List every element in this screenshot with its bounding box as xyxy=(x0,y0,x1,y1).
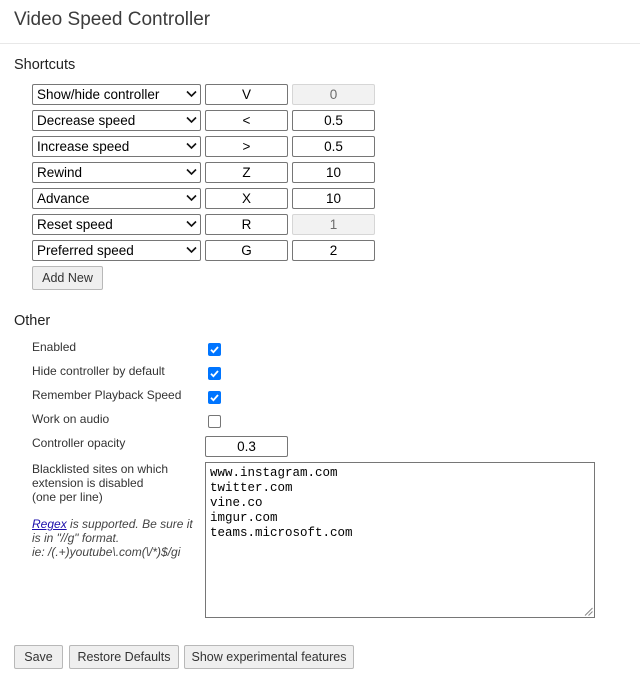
blacklist-site: imgur.com xyxy=(210,511,278,525)
resize-grip-icon[interactable] xyxy=(584,607,593,616)
chevron-down-icon xyxy=(186,220,197,228)
add-new-button[interactable]: Add New xyxy=(32,266,103,290)
shortcut-value-input[interactable]: 0.5 xyxy=(292,136,375,157)
blacklist-label-line: extension is disabled xyxy=(32,476,144,490)
chevron-down-icon xyxy=(186,142,197,150)
chevron-down-icon xyxy=(186,90,197,98)
controller-opacity-label: Controller opacity xyxy=(32,436,126,450)
hide-controller-checkbox[interactable] xyxy=(208,367,221,380)
blacklist-site: www.instagram.com xyxy=(210,466,338,480)
regex-note xyxy=(32,517,197,559)
checkmark-icon xyxy=(209,368,220,379)
controller-opacity-input[interactable]: 0.3 xyxy=(205,436,288,457)
shortcut-action-label: Reset speed xyxy=(37,217,113,232)
other-heading: Other xyxy=(14,313,51,329)
shortcut-action-label: Increase speed xyxy=(37,139,130,154)
shortcut-value-input[interactable]: 2 xyxy=(292,240,375,261)
blacklist-textarea[interactable] xyxy=(205,462,595,618)
title-divider xyxy=(0,43,640,44)
shortcut-value-input[interactable]: 10 xyxy=(292,162,375,183)
shortcut-value-input[interactable]: 0.5 xyxy=(292,110,375,131)
remember-speed-checkbox[interactable] xyxy=(208,391,221,404)
shortcut-action-select[interactable] xyxy=(32,136,201,157)
hide-controller-label: Hide controller by default xyxy=(32,364,165,378)
shortcut-action-select[interactable] xyxy=(32,214,201,235)
shortcut-key-input[interactable]: > xyxy=(205,136,288,157)
shortcut-key-input[interactable]: V xyxy=(205,84,288,105)
checkmark-icon xyxy=(209,344,220,355)
regex-note-example: ie: /(.+)youtube\.com(\/*)$/gi xyxy=(32,545,181,559)
shortcut-key-input[interactable]: X xyxy=(205,188,288,209)
page-title: Video Speed Controller xyxy=(14,9,211,30)
shortcut-action-label: Advance xyxy=(37,191,90,206)
shortcut-action-select[interactable] xyxy=(32,188,201,209)
shortcut-key-input[interactable]: Z xyxy=(205,162,288,183)
shortcut-key-input[interactable]: G xyxy=(205,240,288,261)
remember-speed-label: Remember Playback Speed xyxy=(32,388,182,402)
blacklist-site: twitter.com xyxy=(210,481,293,495)
chevron-down-icon xyxy=(186,194,197,202)
shortcut-action-label: Decrease speed xyxy=(37,113,136,128)
regex-note-text: is in "//g" format. xyxy=(32,531,120,545)
shortcuts-heading: Shortcuts xyxy=(14,57,76,73)
shortcut-value-input[interactable]: 10 xyxy=(292,188,375,209)
work-on-audio-label: Work on audio xyxy=(32,412,110,426)
blacklist-site: teams.microsoft.com xyxy=(210,526,353,540)
shortcut-value-input: 1 xyxy=(292,214,375,235)
shortcut-action-select[interactable] xyxy=(32,110,201,131)
regex-note-text: is supported. Be sure it xyxy=(66,517,193,531)
enabled-checkbox[interactable] xyxy=(208,343,221,356)
blacklist-label-line: Blacklisted sites on which xyxy=(32,462,169,476)
blacklist-label-line: (one per line) xyxy=(32,490,103,504)
shortcut-value-input: 0 xyxy=(292,84,375,105)
shortcut-action-label: Rewind xyxy=(37,165,83,180)
regex-link[interactable]: Regex xyxy=(32,517,67,531)
restore-defaults-button[interactable]: Restore Defaults xyxy=(69,645,179,669)
enabled-label: Enabled xyxy=(32,340,77,354)
chevron-down-icon xyxy=(186,116,197,124)
shortcut-action-select[interactable] xyxy=(32,162,201,183)
blacklist-site: vine.co xyxy=(210,496,263,510)
show-experimental-button[interactable]: Show experimental features xyxy=(184,645,354,669)
work-on-audio-checkbox[interactable] xyxy=(208,415,221,428)
checkmark-icon xyxy=(209,392,220,403)
shortcut-action-label: Show/hide controller xyxy=(37,87,160,102)
save-button[interactable]: Save xyxy=(14,645,63,669)
shortcut-action-select[interactable] xyxy=(32,84,201,105)
shortcut-action-label: Preferred speed xyxy=(37,243,134,258)
chevron-down-icon xyxy=(186,168,197,176)
shortcut-key-input[interactable]: R xyxy=(205,214,288,235)
shortcut-key-input[interactable]: < xyxy=(205,110,288,131)
shortcut-action-select[interactable] xyxy=(32,240,201,261)
blacklist-label xyxy=(32,462,197,504)
chevron-down-icon xyxy=(186,246,197,254)
